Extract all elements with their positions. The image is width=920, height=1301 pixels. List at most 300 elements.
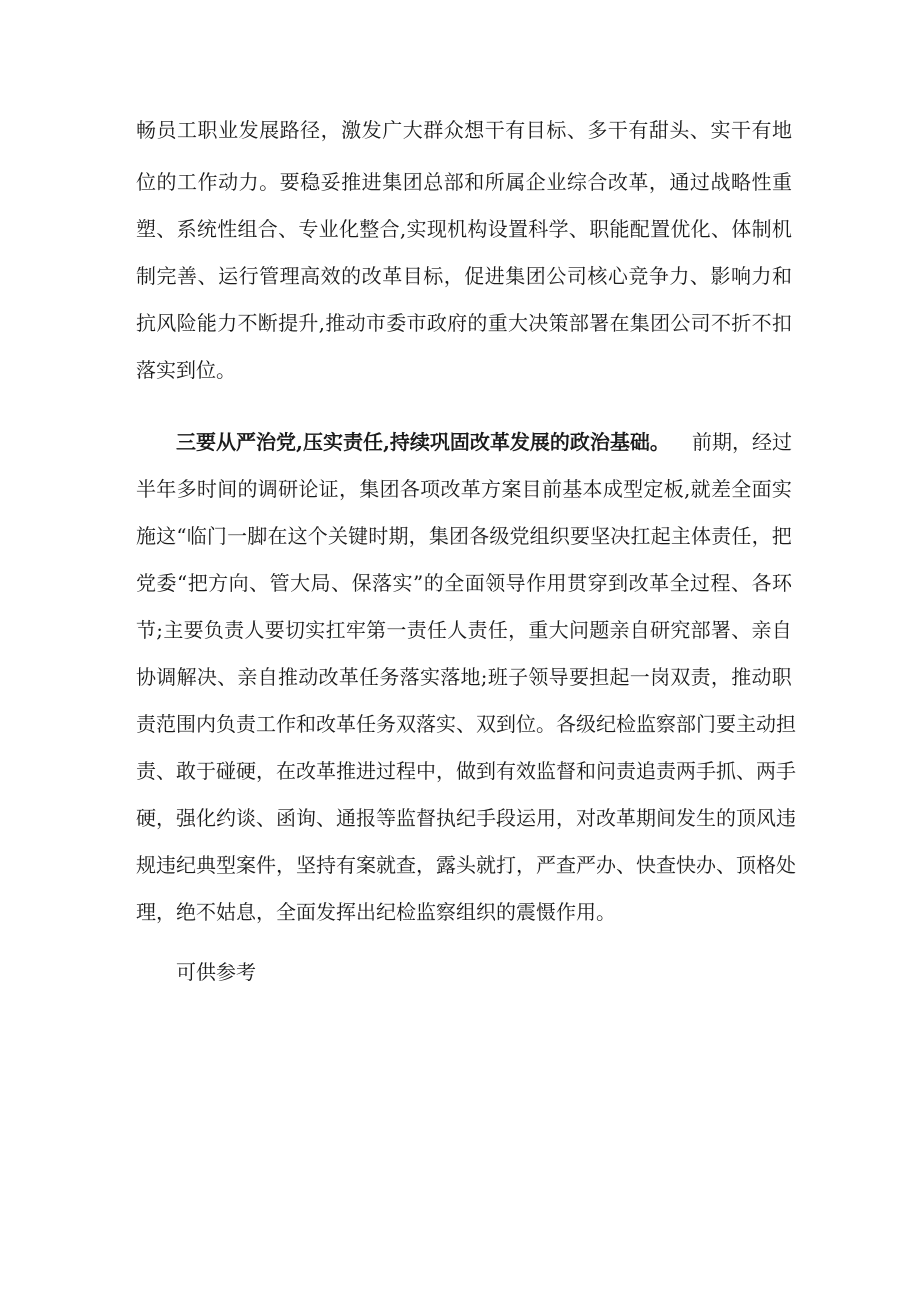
line-char: ，: [320, 118, 341, 142]
line-char: 扛: [630, 524, 651, 548]
line-char: 程: [710, 571, 731, 595]
line-char: ，: [256, 759, 276, 783]
line-char: 群: [423, 118, 444, 142]
paragraph-2-line: [136, 898, 792, 926]
line-char: 务: [376, 712, 396, 736]
line-char: 追: [636, 759, 656, 783]
paragraph-1-line: [136, 262, 792, 290]
line-char: 的: [341, 264, 362, 288]
line-char: 型: [216, 853, 236, 877]
line-char: 第: [366, 618, 387, 642]
line-char: 置: [508, 217, 528, 241]
line-char: 严: [536, 853, 556, 877]
line-char: 广: [382, 118, 403, 142]
line-char: 主: [163, 618, 184, 642]
line-char: 工: [177, 118, 198, 142]
line-char: 府: [447, 311, 468, 335]
line-char: 和: [296, 712, 316, 736]
line-char: 任: [487, 618, 508, 642]
line-char: 机: [771, 217, 792, 241]
line-char: 理: [279, 264, 300, 288]
line-char: 查: [656, 853, 676, 877]
line-char: 属: [505, 170, 526, 194]
line-char: 业: [546, 170, 567, 194]
line-char: 时: [196, 477, 217, 501]
line-char: 级: [576, 712, 596, 736]
line-char: 调: [257, 477, 278, 501]
line-char: 所: [484, 170, 505, 194]
line-char: 任: [359, 665, 380, 689]
line-char: 人: [244, 618, 265, 642]
line-char: 不: [751, 311, 772, 335]
line-char: 范: [156, 712, 176, 736]
line-char: 坚: [296, 853, 316, 877]
line-char: 有: [505, 118, 526, 142]
line-char: 险: [176, 311, 197, 335]
line-char: 集: [629, 311, 650, 335]
line-char: 专: [298, 217, 319, 241]
line-char: 头: [456, 853, 476, 877]
line-char: ，: [516, 853, 536, 877]
line-char: 双: [396, 712, 416, 736]
line-char: 多: [176, 477, 197, 501]
line-char: 力: [217, 311, 238, 335]
line-char: 核: [587, 264, 608, 288]
line-char: 岗: [650, 665, 671, 689]
line-char: 年: [156, 477, 177, 501]
line-char: 中: [416, 759, 436, 783]
line-char: 规: [136, 853, 156, 877]
line-char: 主: [736, 712, 756, 736]
line-char: 有: [628, 118, 649, 142]
line-char: 高: [300, 264, 321, 288]
line-char: 做: [456, 759, 476, 783]
line-char: 作: [197, 170, 218, 194]
line-char: 委: [156, 571, 177, 595]
line-char: 业: [218, 118, 239, 142]
line-char: 织: [549, 524, 570, 548]
line-char: 、: [197, 264, 218, 288]
line-char: 大: [548, 618, 569, 642]
line-char: 置: [650, 217, 671, 241]
line-char: 实: [305, 618, 326, 642]
line-char: 硬: [236, 759, 256, 783]
line-char: 多: [587, 118, 608, 142]
line-char: 函: [276, 806, 296, 830]
line-char: 力: [669, 264, 690, 288]
line-char: 公: [670, 311, 691, 335]
line-char: 用: [536, 806, 556, 830]
line-char: 、: [716, 853, 736, 877]
line-char: 协: [136, 665, 156, 689]
line-char: 查: [396, 853, 416, 877]
line-char: 要: [279, 170, 300, 194]
line-char: 各: [399, 477, 420, 501]
line-char: ”: [413, 571, 424, 595]
line-char: 提: [278, 311, 299, 335]
line-char: 两: [676, 759, 696, 783]
line-char: 、: [731, 571, 751, 595]
line-char: 推: [336, 759, 356, 783]
line-char: 改: [318, 665, 339, 689]
line-char: 各: [751, 571, 772, 595]
line-char: 自: [629, 618, 650, 642]
line-char: 地: [460, 665, 481, 689]
line-char: 行: [238, 264, 259, 288]
line-char: 推: [341, 170, 362, 194]
line-char: 进: [356, 759, 376, 783]
paragraph-2-line: [136, 757, 796, 785]
line-char: ;: [480, 665, 488, 689]
line-char: 在: [267, 524, 288, 548]
line-char: 发: [361, 118, 382, 142]
line-char: 风: [156, 311, 177, 335]
line-char: 责: [616, 759, 636, 783]
line-char: 革: [336, 712, 356, 736]
line-char: 的: [237, 477, 258, 501]
line-char: 略: [730, 170, 751, 194]
line-char: 妥: [320, 170, 341, 194]
line-char: 快: [636, 853, 656, 877]
line-char: 通: [669, 170, 690, 194]
line-char: 督: [556, 759, 576, 783]
line-char: 干: [484, 118, 505, 142]
line-text: 理，绝不姑息，全面发挥出纪检监察组织的震慑作用。: [136, 900, 616, 924]
line-char: 领: [528, 665, 549, 689]
paragraph-2-first-line: [176, 428, 792, 456]
line-char: 干: [730, 118, 751, 142]
paragraph-2-line: [136, 569, 792, 597]
line-char: 革: [649, 571, 670, 595]
line-char: 到: [496, 712, 516, 736]
paragraph-2-line: [136, 522, 792, 550]
line-char: 围: [176, 712, 196, 736]
line-char: 成: [602, 477, 623, 501]
line-char: ，: [710, 665, 731, 689]
line-char: 节: [136, 618, 156, 642]
line-char: 学: [548, 217, 569, 241]
line-char: 实: [406, 217, 427, 241]
line-char: 本: [582, 477, 603, 501]
line-char: 化: [690, 217, 711, 241]
line-char: 体: [691, 524, 712, 548]
line-char: 案: [501, 477, 522, 501]
line-char: 落: [372, 571, 393, 595]
paragraph-2-line: [136, 475, 792, 503]
line-char: 改: [607, 170, 628, 194]
line-char: 、: [456, 712, 476, 736]
line-char: 促: [464, 264, 485, 288]
paragraph-2-line: [136, 851, 796, 879]
line-char: 门: [696, 712, 716, 736]
line-char: 的: [467, 311, 488, 335]
line-char: 竞: [628, 264, 649, 288]
line-char: 决: [196, 665, 217, 689]
line-char: 畅: [136, 118, 156, 142]
line-char: 这: [156, 524, 177, 548]
line-char: 手: [696, 759, 716, 783]
line-char: ，: [338, 477, 359, 501]
line-char: 、: [689, 264, 710, 288]
line-char: ，: [508, 618, 529, 642]
line-char: 优: [670, 217, 691, 241]
line-char: ，: [276, 853, 296, 877]
line-char: 团: [525, 264, 546, 288]
line-char: ,: [684, 477, 691, 501]
line-char: 约: [216, 806, 236, 830]
line-char: 亲: [609, 618, 630, 642]
line-char: 。: [536, 712, 556, 736]
line-char: 司: [566, 264, 587, 288]
line-char: 谈: [236, 806, 256, 830]
line-char: 革: [616, 806, 636, 830]
line-char: 过: [689, 170, 710, 194]
line-char: 顶: [736, 806, 756, 830]
line-char: “: [176, 571, 188, 595]
line-char: 定: [643, 477, 664, 501]
line-char: 查: [556, 853, 576, 877]
paragraph-2-line: [136, 616, 792, 644]
line-char: 就: [476, 853, 496, 877]
line-char: 违: [776, 806, 796, 830]
line-char: 系: [176, 217, 197, 241]
line-char: 合: [379, 217, 400, 241]
line-char: 署: [589, 311, 610, 335]
line-char: 综: [566, 170, 587, 194]
line-char: 、: [689, 118, 710, 142]
line-char: 统: [196, 217, 217, 241]
line-char: 敢: [176, 759, 196, 783]
line-char: 要: [570, 524, 591, 548]
line-char: 监: [636, 712, 656, 736]
line-char: 班: [487, 665, 508, 689]
line-char: 动: [298, 665, 319, 689]
line-char: 执: [436, 806, 456, 830]
line-char: 有: [336, 853, 356, 877]
line-char: 有: [496, 759, 516, 783]
line-char: 手: [476, 806, 496, 830]
line-char: 善: [177, 264, 198, 288]
line-text: 落实到位。: [136, 358, 236, 382]
line-char: 径: [300, 118, 321, 142]
line-char: 不: [237, 311, 258, 335]
line-char: 运: [516, 806, 536, 830]
line-char: 争: [648, 264, 669, 288]
line-char: 、: [156, 217, 177, 241]
line-char: ,: [318, 311, 326, 335]
line-char: 有: [751, 118, 772, 142]
line-char: 改: [361, 264, 382, 288]
line-char: 大: [402, 118, 423, 142]
line-char: 询: [296, 806, 316, 830]
paragraph-2-line: [136, 663, 792, 691]
line-char: 、: [710, 217, 731, 241]
line-char: 要: [716, 712, 736, 736]
line-char: 自: [257, 665, 278, 689]
line-char: 坚: [590, 524, 611, 548]
line-char: 局: [310, 571, 331, 595]
line-char: 展: [259, 118, 280, 142]
line-char: 露: [436, 853, 456, 877]
line-char: 责: [136, 759, 156, 783]
line-char: 纪: [176, 853, 196, 877]
line-char: 期: [636, 806, 656, 830]
line-char: 穿: [587, 571, 608, 595]
line-char: 双: [670, 665, 691, 689]
line-char: 司: [690, 311, 711, 335]
line-char: 内: [196, 712, 216, 736]
line-char: 大: [508, 311, 528, 335]
line-char: 决: [528, 311, 549, 335]
line-char: 标: [423, 264, 444, 288]
line-char: 要: [264, 618, 285, 642]
line-char: 实: [436, 712, 456, 736]
line-char: 部: [443, 170, 464, 194]
line-char: 务: [379, 665, 400, 689]
line-char: 差: [710, 477, 731, 501]
line-char: 职: [197, 118, 218, 142]
line-char: 稳: [300, 170, 321, 194]
line-char: 实: [392, 571, 413, 595]
line-char: 面: [464, 571, 485, 595]
line-char: ，: [408, 524, 429, 548]
line-char: 革: [460, 477, 481, 501]
line-char: 过: [690, 571, 711, 595]
line-char: 个: [307, 524, 328, 548]
line-char: 进: [484, 264, 505, 288]
line-char: 严: [576, 853, 596, 877]
line-char: 打: [496, 853, 516, 877]
line-char: 究: [670, 618, 691, 642]
line-char: 碰: [216, 759, 236, 783]
line-char: 作: [526, 571, 547, 595]
line-char: 重: [771, 170, 792, 194]
line-char: 科: [528, 217, 549, 241]
line-char: 案: [356, 853, 376, 877]
line-char: 发: [238, 118, 259, 142]
line-char: 、: [331, 571, 352, 595]
line-char: 子: [508, 665, 529, 689]
line-char: ，: [416, 853, 436, 877]
line-char: ，: [443, 264, 464, 288]
paragraph-1-line: [136, 168, 792, 196]
line-char: 、: [736, 759, 756, 783]
line-char: 公: [546, 264, 567, 288]
line-char: 大: [290, 571, 311, 595]
line-char: 关: [327, 524, 348, 548]
line-char: 改: [628, 571, 649, 595]
line-char: 亲: [237, 665, 258, 689]
line-char: 不: [710, 311, 731, 335]
line-char: 人: [447, 618, 468, 642]
paragraph-2-line: [136, 804, 796, 832]
line-char: 部: [676, 712, 696, 736]
line-char: ，: [556, 806, 576, 830]
line-char: 办: [596, 853, 616, 877]
line-char: 门: [206, 524, 227, 548]
line-char: 头: [669, 118, 690, 142]
line-char: 、: [256, 806, 276, 830]
line-char: 研: [278, 477, 299, 501]
line-char: 职: [589, 217, 610, 241]
line-char: 于: [196, 759, 216, 783]
line-char: 现: [426, 217, 447, 241]
line-char: 导: [505, 571, 526, 595]
line-char: 检: [616, 712, 636, 736]
line-char: 标: [546, 118, 567, 142]
line-char: 和: [576, 759, 596, 783]
line-char: 到: [608, 571, 629, 595]
line-char: 落: [399, 665, 420, 689]
line-char: 改: [316, 712, 336, 736]
line-char: 任: [426, 618, 447, 642]
line-char: 题: [589, 618, 610, 642]
line-char: 重: [487, 311, 508, 335]
line-char: 在: [276, 759, 296, 783]
line-char: 推: [277, 665, 298, 689]
line-char: 进: [361, 170, 382, 194]
line-char: 格: [756, 853, 776, 877]
line-char: 和: [771, 264, 792, 288]
line-char: 市: [406, 311, 427, 335]
line-char: 团: [448, 524, 469, 548]
line-char: 落: [416, 712, 436, 736]
line-char: 违: [156, 853, 176, 877]
line-char: 完: [156, 264, 177, 288]
line-char: 组: [237, 217, 258, 241]
paragraph-1-line: [136, 215, 792, 243]
line-char: 企: [525, 170, 546, 194]
line-char: 各: [556, 712, 576, 736]
line-char: 的: [156, 170, 177, 194]
line-char: 监: [536, 759, 556, 783]
line-char: 动: [218, 170, 239, 194]
line-char: 、: [566, 118, 587, 142]
line-char: 办: [696, 853, 716, 877]
line-char: 升: [298, 311, 319, 335]
line-char: 扣: [771, 311, 792, 335]
line-char: 对: [576, 806, 596, 830]
line-char: 工: [177, 170, 198, 194]
line-char: 、: [278, 217, 299, 241]
line-char: 面: [751, 477, 772, 501]
line-char: 实: [710, 118, 731, 142]
line-char: 基: [562, 477, 583, 501]
line-char: 就: [376, 853, 396, 877]
line-char: 典: [196, 853, 216, 877]
line-char: 任: [356, 712, 376, 736]
line-char: 亲: [751, 618, 772, 642]
line-char: ，: [648, 170, 669, 194]
line-char: 目: [521, 477, 542, 501]
line-char: 键: [348, 524, 369, 548]
line-char: 总: [423, 170, 444, 194]
line-char: ;: [156, 618, 164, 642]
line-char: 通: [336, 806, 356, 830]
line-char: 合: [587, 170, 608, 194]
line-char: 配: [629, 217, 650, 241]
line-char: 性: [751, 170, 772, 194]
line-char: 重: [528, 618, 549, 642]
line-char: 一: [629, 665, 650, 689]
line-char: 在: [609, 311, 630, 335]
line-char: 策: [548, 311, 569, 335]
line-char: 合: [257, 217, 278, 241]
line-char: 推: [731, 665, 752, 689]
line-char: 督: [416, 806, 436, 830]
line-char: 责: [136, 712, 156, 736]
line-char: 响: [730, 264, 751, 288]
